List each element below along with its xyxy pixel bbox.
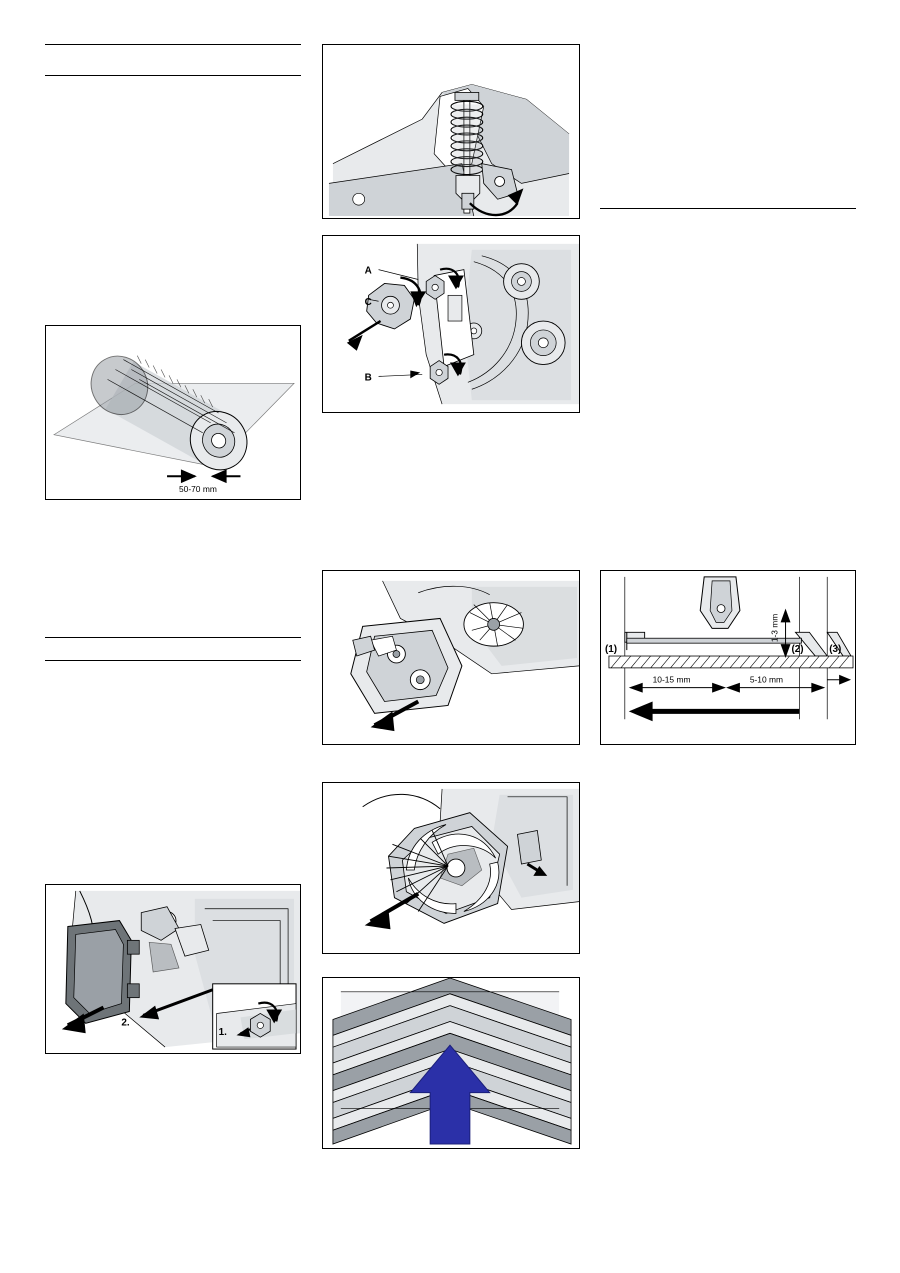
dimension-label-10-15: 10-15 mm xyxy=(652,674,691,685)
svg-text:C: C xyxy=(364,297,372,309)
figure-blade-stack xyxy=(322,977,580,1149)
figure-roller-clearance xyxy=(45,325,301,500)
figure-chute-deflector xyxy=(322,570,580,745)
svg-text:A: A xyxy=(364,265,372,277)
figure-impeller-removal xyxy=(322,782,580,954)
label-2: (2) xyxy=(791,644,804,656)
label-3: (3) xyxy=(829,644,842,656)
rule-top-left-1 xyxy=(45,44,301,45)
figure-cover-removal xyxy=(45,884,301,1054)
rule-mid-left-1 xyxy=(45,637,301,638)
rule-top-left-2 xyxy=(45,75,301,76)
figure-belt-adjustment xyxy=(322,235,580,413)
dimension-label-1-3: 1-3 mm xyxy=(769,613,780,643)
step-label-2: 2. xyxy=(121,1017,130,1029)
dimension-label-5-10: 5-10 mm xyxy=(749,674,784,685)
label-1: (1) xyxy=(604,644,618,656)
figure-spring-tensioner xyxy=(322,44,580,219)
figure-blade-height-diagram xyxy=(600,570,856,745)
dimension-label-50-70: 50-70 mm xyxy=(178,484,217,495)
step-label-1: 1. xyxy=(218,1027,227,1039)
svg-text:B: B xyxy=(364,372,372,384)
rule-right-1 xyxy=(600,208,856,209)
rule-mid-left-2 xyxy=(45,660,301,661)
